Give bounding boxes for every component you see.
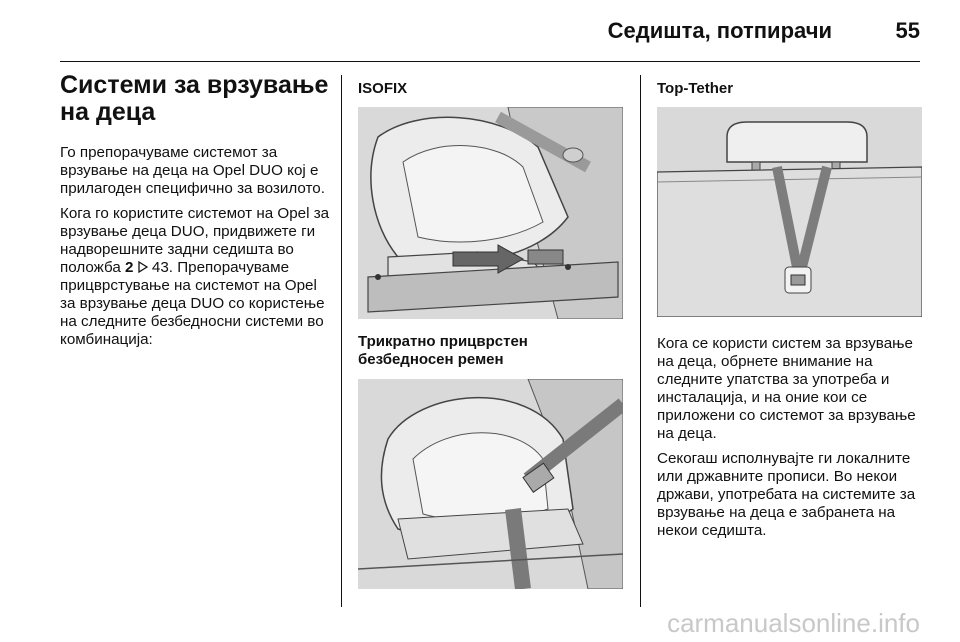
- isofix-label: ISOFIX: [358, 80, 408, 97]
- header-rule: [60, 61, 920, 62]
- regulations-paragraph: Секогаш исполнувајте ги локалните или државните прописи. Во некои држави, употребата на системите за врзување на деца е забранета на некои седишта.: [657, 450, 916, 539]
- column-divider-right: [640, 75, 641, 607]
- usage-paragraph: [60, 205, 330, 349]
- usage-text-part2: 43. Препорачуваме прицврстување на системот на Opel за врзување деца DUO со користење на следните безбедносни системи во комбинација:: [60, 259, 325, 348]
- isofix-illustration: [358, 107, 623, 319]
- three-point-belt-label: Трикратно прицврстен безбедносен ремен: [358, 333, 528, 368]
- page-number: 55: [895, 18, 920, 43]
- top-tether-label: Top-Tether: [657, 80, 734, 97]
- column-divider-left: [341, 75, 342, 607]
- three-point-belt-illustration: [358, 379, 623, 589]
- top-tether-illustration: [657, 107, 922, 317]
- intro-paragraph: Го препорачуваме системот за врзување на деца на Opel DUO кој е прилагоден специфично за возилото.: [60, 144, 325, 197]
- usage-instructions-paragraph: Кога се користи систем за врзување на деца, обрнете внимание на следните упатства за употреба и инсталација, и на оние кои се приложени со системот за врзување на деца.: [657, 335, 916, 442]
- usage-text-part1: Кога го користите системот на Opel за врзување деца DUO, придвижете ги надворешните задни седишта во положба: [60, 205, 330, 276]
- watermark: carmanualsonline.info: [667, 608, 920, 638]
- left-column: [60, 72, 330, 356]
- right-column: [657, 72, 922, 547]
- seat-position-number: 2: [125, 259, 134, 276]
- section-heading: Системи за врзување на деца: [60, 71, 329, 126]
- middle-column: [358, 72, 623, 589]
- arrow-ref-icon: [138, 259, 148, 276]
- page-header-title: Седишта, потпирачи: [607, 18, 832, 43]
